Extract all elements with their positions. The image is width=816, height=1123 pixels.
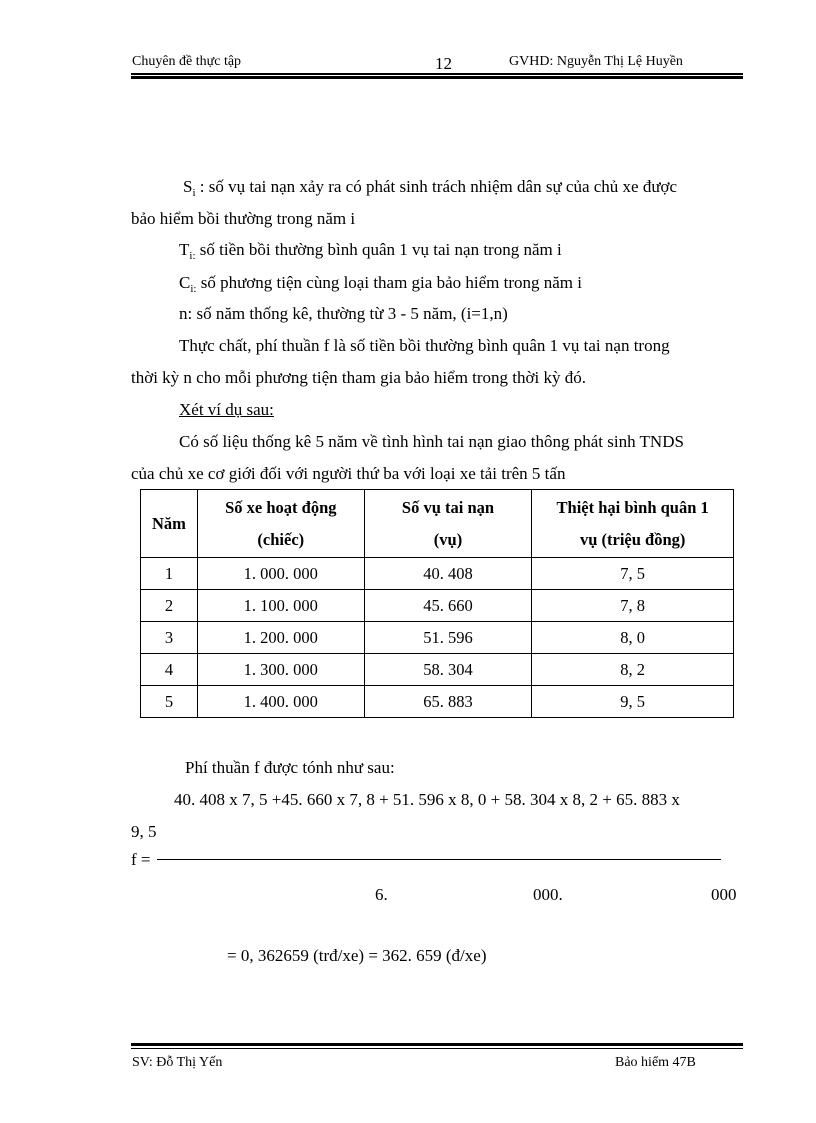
table-cell: 1. 000. 000 [197,558,364,590]
table-cell: 1. 400. 000 [197,686,364,718]
table-cell: 1. 300. 000 [197,654,364,686]
definition-c: $C_{i:}$ số phương tiện cùng loại tham gia bảo hiểm trong năm i [179,273,582,295]
header-left: Chuyên đề thực tập [132,54,242,69]
table-cell: 51. 596 [364,622,532,654]
table-row [141,686,734,718]
calc-denominator-part3: 000 [711,885,737,904]
calc-result: = 0, 362659 (trđ/xe) = 362. 659 (đ/xe) [227,946,487,965]
table-row [141,558,734,590]
table-cell: 2 [141,590,198,622]
table-cell: 1 [141,558,198,590]
calc-f-label: f = [131,850,151,869]
definition-n: n: số năm thống kê, thường từ 3 - 5 năm, (i=1,n) [179,304,508,323]
paragraph2-line1: Có số liệu thống kê 5 năm về tình hình tai nạn giao thông phát sinh TNDS [179,432,684,451]
footer-right: Bảo hiểm 47B [615,1055,696,1070]
accident-statistics-table [140,489,734,718]
example-heading: Xét ví dụ sau: [179,400,274,419]
table-header-cell: Số vụ tai nạn (vụ) [364,490,532,558]
paragraph1-line2: thời kỳ n cho mỗi phương tiện tham gia bảo hiểm trong thời kỳ đó. [131,368,586,387]
table-cell: 58. 304 [364,654,532,686]
table-cell: 5 [141,686,198,718]
definition-t: $T_{i:}$ số tiền bồi thường bình quân 1 vụ tai nạn trong năm i [179,240,562,262]
table-cell: 8, 0 [532,622,734,654]
calc-numerator-line2: 9, 5 [131,822,157,841]
table-cell: 8, 2 [532,654,734,686]
table-cell: 45. 660 [364,590,532,622]
table-header-cell: Số xe hoạt động (chiếc) [197,490,364,558]
table-cell: 9, 5 [532,686,734,718]
definition-s-cont: bảo hiểm bồi thường trong năm i [131,209,356,228]
table-header-cell: Thiệt hại bình quân 1 vụ (triệu đồng) [532,490,734,558]
table-cell: 1. 100. 000 [197,590,364,622]
calc-intro: Phí thuần f được tónh như sau: [185,758,395,777]
table-cell: 40. 408 [364,558,532,590]
header-rule-thin [131,73,743,75]
calc-denominator-part2: 000. [533,885,563,904]
table-row [141,622,734,654]
calc-denominator-part1: 6. [375,885,388,904]
header-right: GVHD: Nguyễn Thị Lệ Huyền [509,54,683,69]
table-cell: 1. 200. 000 [197,622,364,654]
header-rule-thick [131,76,743,79]
paragraph2-line2: của chủ xe cơ giới đối với người thứ ba với loại xe tải trên 5 tấn [131,464,566,483]
footer-rule-thin [131,1048,743,1049]
paragraph1-line1: Thực chất, phí thuần f là số tiền bồi thường bình quân 1 vụ tai nạn trong [179,336,670,355]
definition-s: $S_i$ : số vụ tai nạn xảy ra có phát sinh trách nhiệm dân sự của chủ xe được [183,177,678,199]
table-header-cell: Năm [141,490,198,558]
page-number: 12 [435,54,452,73]
table-cell: 3 [141,622,198,654]
table-cell: 7, 8 [532,590,734,622]
calc-numerator-line1: 40. 408 x 7, 5 +45. 660 x 7, 8 + 51. 596 x 8, 0 + 58. 304 x 8, 2 + 65. 883 x [174,790,680,809]
table-row [141,654,734,686]
footer-rule-thick [131,1043,743,1046]
table-cell: 65. 883 [364,686,532,718]
footer-left: SV: Đỗ Thị Yến [132,1055,223,1070]
fraction-line [157,859,721,860]
table-row [141,590,734,622]
table-header-row [141,490,734,558]
table-cell: 4 [141,654,198,686]
table-cell: 7, 5 [532,558,734,590]
